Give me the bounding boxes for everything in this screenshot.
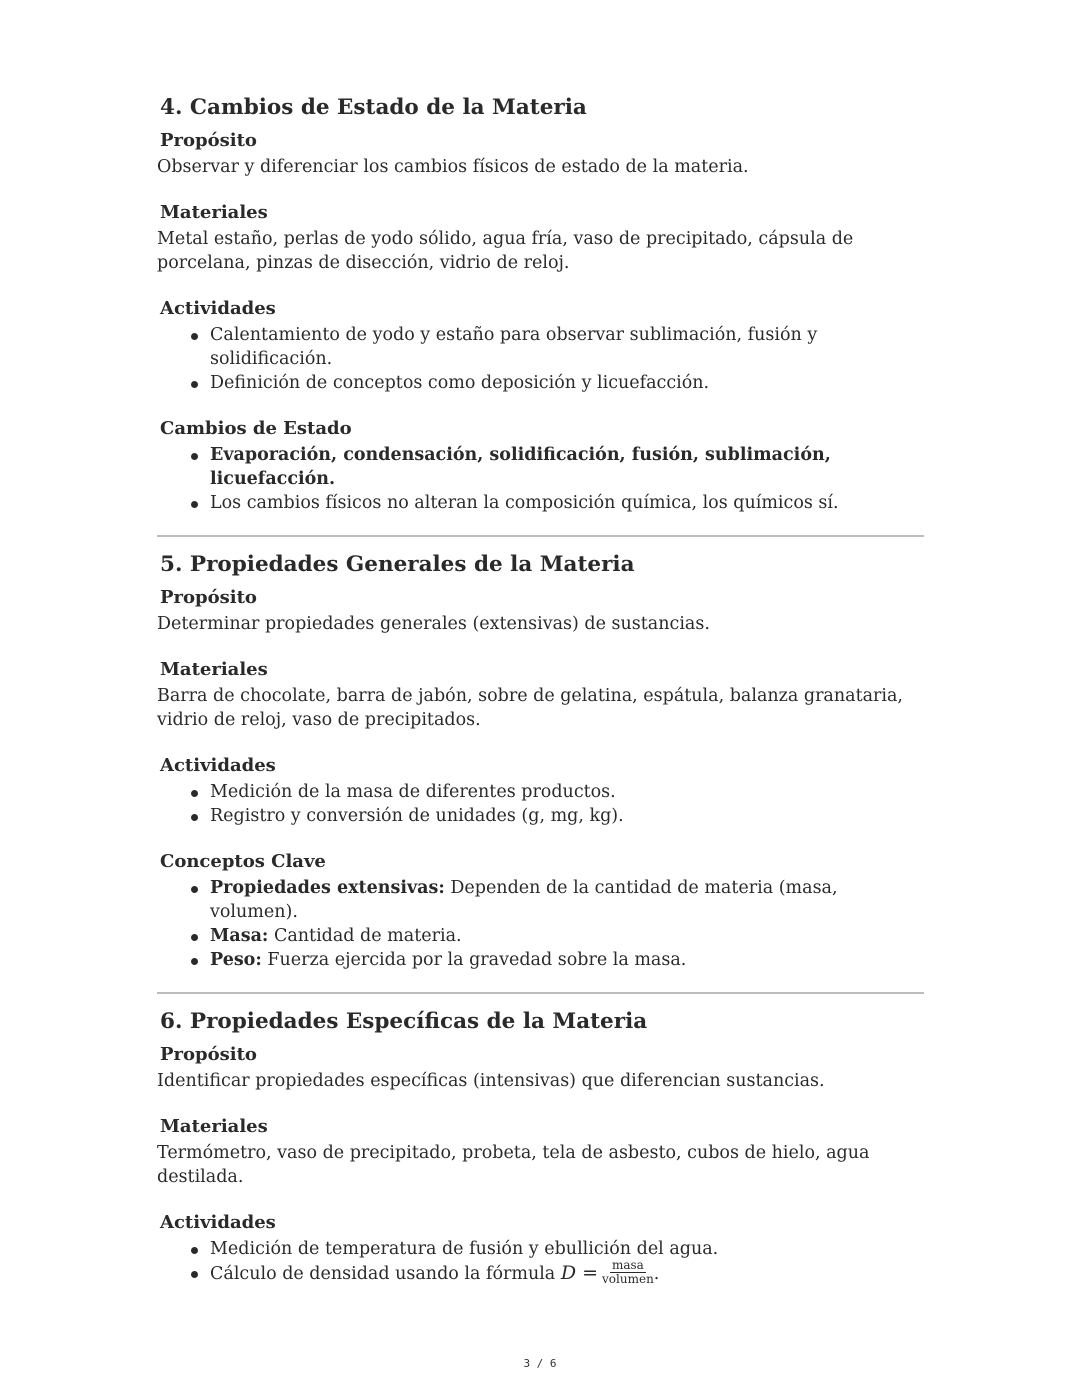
subsection-heading: Actividades bbox=[160, 298, 276, 319]
bullet-list bbox=[157, 780, 927, 828]
subsection bbox=[157, 753, 927, 828]
subsection bbox=[157, 416, 927, 515]
section-title: 4. Cambios de Estado de la Materia bbox=[160, 95, 587, 120]
subsection-text: Identificar propiedades específicas (intensivas) que diferencian sustancias. bbox=[157, 1071, 825, 1091]
list-item-text: Cantidad de materia. bbox=[268, 926, 462, 946]
list-item-text: Cálculo de densidad usando la fórmula bbox=[210, 1264, 561, 1284]
list-item bbox=[210, 804, 927, 828]
list-item-text: Calentamiento de yodo y estaño para observar sublimación, fusión y solidificación. bbox=[210, 325, 818, 369]
list-item-text: Los cambios físicos no alteran la composición química, los químicos sí. bbox=[210, 493, 839, 513]
subsection bbox=[157, 849, 927, 972]
list-item-bold: Peso: bbox=[210, 950, 262, 970]
list-item-bold: Evaporación, condensación, solidificación, fusión, sublimación, licuefacción. bbox=[210, 445, 831, 489]
subsection-heading: Propósito bbox=[160, 130, 257, 151]
subsection-heading: Materiales bbox=[160, 659, 268, 680]
bullet-list bbox=[157, 323, 927, 395]
subsection-heading: Conceptos Clave bbox=[160, 851, 326, 872]
list-item bbox=[210, 1237, 927, 1261]
list-item bbox=[210, 1258, 927, 1288]
subsection bbox=[157, 1210, 927, 1288]
list-item-text: Medición de temperatura de fusión y ebullición del agua. bbox=[210, 1239, 719, 1259]
subsection-heading: Cambios de Estado bbox=[160, 418, 352, 439]
subsection-heading: Actividades bbox=[160, 1212, 276, 1233]
subsection-heading: Propósito bbox=[160, 587, 257, 608]
list-item bbox=[210, 491, 927, 515]
list-item bbox=[210, 323, 927, 371]
formula-lhs: D = bbox=[560, 1262, 599, 1284]
section bbox=[157, 94, 927, 515]
bullet-list bbox=[157, 876, 927, 972]
list-item-text: Medición de la masa de diferentes productos. bbox=[210, 782, 616, 802]
list-item-text: Dependen de la cantidad de materia (masa, volumen). bbox=[210, 878, 838, 922]
section-title: 5. Propiedades Generales de la Materia bbox=[160, 552, 635, 577]
subsection-heading: Materiales bbox=[160, 202, 268, 223]
subsection-text: Observar y diferenciar los cambios físicos de estado de la materia. bbox=[157, 157, 749, 177]
list-item bbox=[210, 948, 927, 972]
list-item bbox=[210, 876, 927, 924]
subsection bbox=[157, 1114, 927, 1189]
formula-fraction bbox=[602, 1259, 654, 1286]
page-number: 3 / 6 bbox=[523, 1357, 557, 1370]
subsection-heading: Materiales bbox=[160, 1116, 268, 1137]
subsection-text: Determinar propiedades generales (extensivas) de sustancias. bbox=[157, 614, 710, 634]
subsection-text: Termómetro, vaso de precipitado, probeta, tela de asbesto, cubos de hielo, agua destilada. bbox=[157, 1143, 870, 1187]
list-item-bold: Propiedades extensivas: bbox=[210, 878, 445, 898]
section bbox=[157, 551, 927, 972]
subsection-text: Metal estaño, perlas de yodo sólido, agua fría, vaso de precipitado, cápsula de porcelana, pinzas de disección, vidrio de reloj. bbox=[157, 229, 854, 273]
subsection bbox=[157, 585, 927, 636]
list-item bbox=[210, 371, 927, 395]
subsection bbox=[157, 200, 927, 275]
subsection bbox=[157, 296, 927, 395]
bullet-list bbox=[157, 443, 927, 515]
formula-denominator: volumen bbox=[602, 1272, 654, 1286]
section bbox=[157, 1008, 927, 1288]
list-item-text: Definición de conceptos como deposición y licuefacción. bbox=[210, 373, 710, 393]
list-item-text: Fuerza ejercida por la gravedad sobre la masa. bbox=[261, 950, 687, 970]
subsection-heading: Actividades bbox=[160, 755, 276, 776]
section-divider bbox=[157, 535, 924, 537]
subsection-text: Barra de chocolate, barra de jabón, sobre de gelatina, espátula, balanza granataria, vidrio de reloj, vaso de precipitados. bbox=[157, 686, 903, 730]
density-formula bbox=[560, 1258, 660, 1286]
section-divider bbox=[157, 992, 924, 994]
bullet-list bbox=[157, 1237, 927, 1288]
list-item bbox=[210, 780, 927, 804]
list-item-text: Registro y conversión de unidades (g, mg, kg). bbox=[210, 806, 624, 826]
subsection-heading: Propósito bbox=[160, 1044, 257, 1065]
formula-numerator: masa bbox=[611, 1258, 644, 1272]
section-title: 6. Propiedades Específicas de la Materia bbox=[160, 1009, 648, 1034]
formula-period: . bbox=[653, 1264, 660, 1284]
list-item bbox=[210, 924, 927, 948]
document-page bbox=[157, 94, 927, 1309]
list-item bbox=[210, 443, 927, 491]
subsection bbox=[157, 657, 927, 732]
subsection bbox=[157, 1042, 927, 1093]
subsection bbox=[157, 128, 927, 179]
list-item-bold: Masa: bbox=[210, 926, 269, 946]
